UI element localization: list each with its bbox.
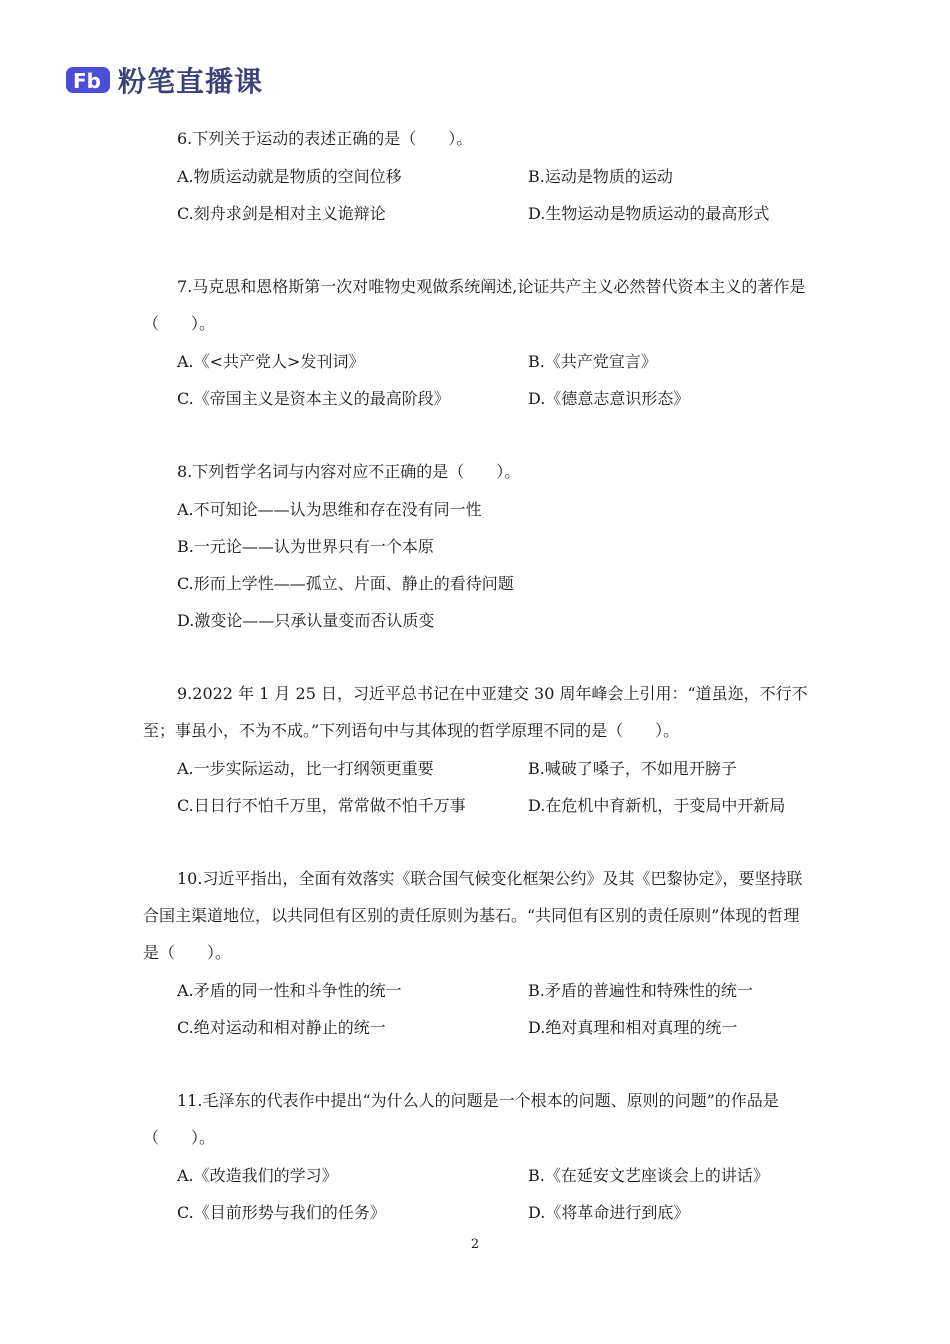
option-list	[143, 971, 808, 1045]
option-a: A.《<共产党人>发刊词》	[177, 352, 365, 371]
option-c: C.形而上学性——孤立、片面、静止的看待问题	[177, 574, 514, 593]
brand-logo	[66, 60, 263, 100]
option-a: A.一步实际运动，比一打纲领更重要	[177, 759, 434, 778]
option-b: B.矛盾的普遍性和特殊性的统一	[528, 981, 753, 1000]
option-c: C.《目前形势与我们的任务》	[177, 1203, 386, 1222]
option-list	[143, 157, 808, 231]
option-b: B.《共产党宣言》	[528, 352, 657, 371]
option-list	[143, 1156, 808, 1230]
option-d: D.《将革命进行到底》	[528, 1203, 690, 1222]
option-a: A.物质运动就是物质的空间位移	[177, 167, 402, 186]
option-d: D.激变论——只承认量变而否认质变	[177, 611, 435, 630]
page-number: 2	[470, 1237, 480, 1252]
question-stem: 8.下列哲学名词与内容对应不正确的是（ ）。	[177, 462, 521, 481]
question-stem: 9.2022 年 1 月 25 日，习近平总书记在中亚建交 30 周年峰会上引用：“道虽迩，不行不至；事虽小，不为不成。”下列语句中与其体现的哲学原理不同的是（ ）。	[143, 684, 808, 740]
option-d: D.在危机中育新机，于变局中开新局	[528, 796, 786, 815]
option-b: B.喊破了嗓子，不如甩开膀子	[528, 759, 737, 778]
option-b: B.《在延安文艺座谈会上的讲话》	[528, 1166, 769, 1185]
option-list	[143, 342, 808, 416]
question-stem: 10.习近平指出，全面有效落实《联合国气候变化框架公约》及其《巴黎协定》，要坚持联合国主渠道地位，以共同但有区别的责任原则为基石。“共同但有区别的责任原则”体现的哲理是（ ）。	[143, 869, 803, 962]
option-c: C.日日行不怕千万里，常常做不怕千万事	[177, 796, 466, 815]
option-d: D.绝对真理和相对真理的统一	[528, 1018, 738, 1037]
question-6	[143, 120, 808, 231]
question-stem: 7.马克思和恩格斯第一次对唯物史观做系统阐述,论证共产主义必然替代资本主义的著作是（ ）。	[143, 277, 806, 333]
option-c: C.绝对运动和相对静止的统一	[177, 1018, 386, 1037]
option-b: B.运动是物质的运动	[528, 167, 673, 186]
option-d: D.《德意志意识形态》	[528, 389, 690, 408]
question-9	[143, 675, 808, 823]
svg-text:Fb: Fb	[73, 69, 101, 93]
option-c: C.刻舟求剑是相对主义诡辩论	[177, 204, 386, 223]
question-10	[143, 860, 808, 1045]
option-list	[143, 490, 808, 638]
question-11	[143, 1082, 808, 1230]
question-list	[143, 120, 808, 1267]
option-b: B.一元论——认为世界只有一个本原	[177, 537, 434, 556]
logo-text: 粉笔直播课	[118, 65, 264, 98]
option-a: A.不可知论——认为思维和存在没有同一性	[177, 500, 482, 519]
option-a: A.《改造我们的学习》	[177, 1166, 338, 1185]
option-d: D.生物运动是物质运动的最高形式	[528, 204, 770, 223]
option-list	[143, 749, 808, 823]
question-8	[143, 453, 808, 638]
question-7	[143, 268, 808, 416]
option-a: A.矛盾的同一性和斗争性的统一	[177, 981, 402, 1000]
option-c: C.《帝国主义是资本主义的最高阶段》	[177, 389, 450, 408]
fb-logo-icon	[66, 63, 110, 97]
question-stem: 11.毛泽东的代表作中提出“为什么人的问题是一个根本的问题、原则的问题”的作品是（ ）。	[143, 1091, 779, 1147]
question-stem: 6.下列关于运动的表述正确的是（ ）。	[177, 129, 473, 148]
